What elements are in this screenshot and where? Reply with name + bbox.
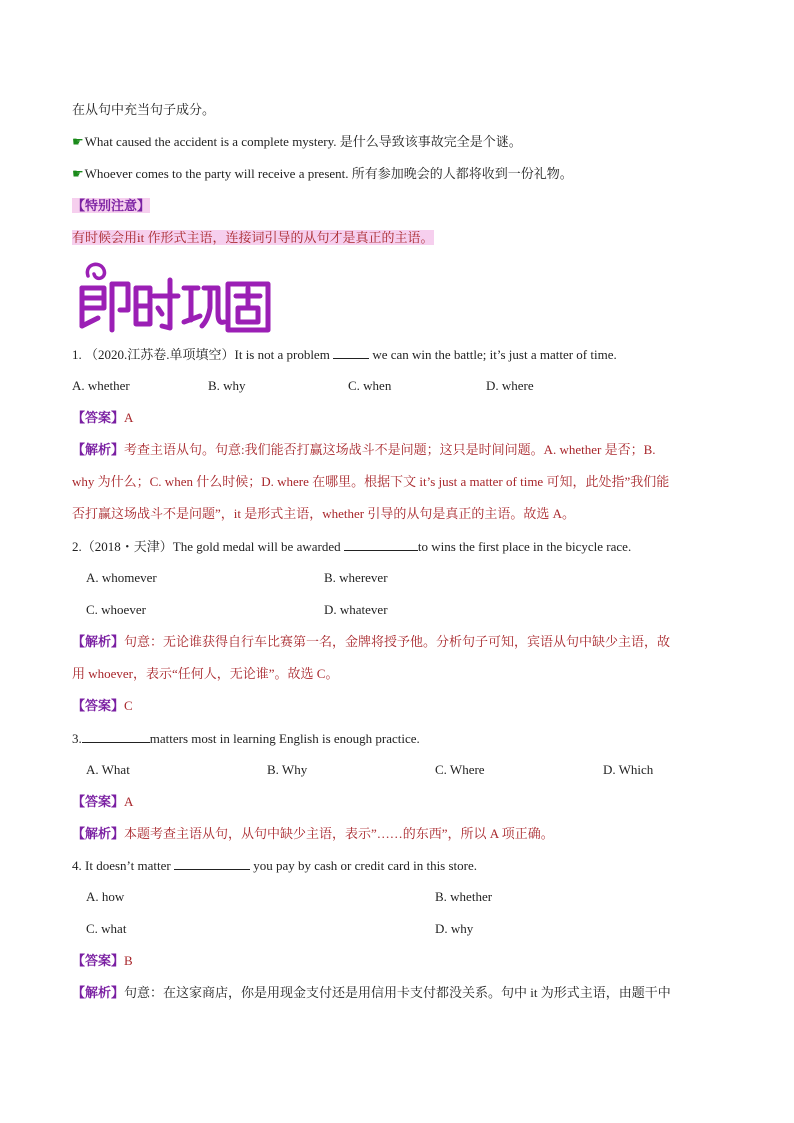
q3-blank: [82, 728, 150, 743]
q3-option-b: B. Why: [267, 762, 308, 777]
q3-answer-value: A: [124, 794, 134, 809]
banner-graphic: [74, 258, 274, 334]
q1-answer: [72, 408, 728, 440]
q3-options: [86, 760, 742, 792]
q2-stem: [72, 536, 728, 568]
q3-answer: [72, 792, 728, 824]
q2-option-b: B. wherever: [324, 570, 388, 585]
q2-option-c: C. whoever: [86, 602, 146, 617]
answer-tag: 【答案】: [72, 794, 125, 809]
note-part-b: 作形式主语，连接词引导的从句才是真正的主语。: [144, 230, 434, 245]
q4-explain-1: [72, 983, 728, 1015]
q4-answer-value: B: [124, 953, 133, 968]
note-heading: [72, 196, 728, 228]
example-1: [72, 132, 728, 164]
explain-tag: 【解析】: [72, 634, 125, 649]
section-banner: [74, 258, 274, 334]
q3-stem-a: 3.: [72, 731, 82, 746]
q3-option-d: D. Which: [603, 762, 654, 777]
answer-tag: 【答案】: [72, 698, 125, 713]
q4-option-d: D. why: [435, 921, 474, 936]
intro-text: 在从句中充当句子成分。: [72, 102, 216, 117]
q1-explain-3: [72, 504, 728, 536]
intro-line: [72, 100, 728, 132]
q4-stem-b: you pay by cash or credit card in this store.: [253, 858, 478, 873]
q1-answer-value: A: [124, 410, 134, 425]
q4-option-a: A. how: [86, 889, 125, 904]
q1-options: [72, 376, 728, 408]
q3-stem: [72, 728, 728, 760]
answer-tag: 【答案】: [72, 953, 125, 968]
note-it: it: [137, 230, 145, 245]
q2-blank: [344, 536, 418, 551]
explain-tag: 【解析】: [72, 442, 125, 457]
example-2: [72, 164, 728, 196]
example-2-en: Whoever comes to the party will receive a present.: [84, 166, 349, 181]
note-part-a: 有时候会用: [72, 230, 138, 245]
q4-options-row1: [86, 887, 742, 919]
q2-option-a: A. whomever: [86, 570, 157, 585]
q2-explain-text-1: 句意：无论谁获得自行车比赛第一名，金牌将授予他。分析句子可知，宾语从句中缺少主语，故: [124, 634, 671, 649]
q1-stem-a: 1. （2020.江苏卷.单项填空）It is not a problem: [72, 347, 330, 362]
q3-stem-b: matters most in learning English is enough practice.: [149, 731, 420, 746]
q3-explain-1: [72, 824, 728, 856]
q1-explain-text-1: 考查主语从句。句意:我们能否打赢这场战斗不是问题；这只是时间问题。A. whether 是否；B.: [124, 442, 656, 457]
pointing-hand-icon: ☛: [72, 134, 84, 149]
q2-stem-b: to wins the first place in the bicycle race.: [417, 539, 632, 554]
q1-option-b: B. why: [208, 378, 246, 393]
q2-options-row2: [86, 600, 742, 632]
q2-options-row1: [86, 568, 742, 600]
q3-explain-text-1: 本题考查主语从句，从句中缺少主语，表示”……的东西”，所以 A 项正确。: [124, 826, 554, 841]
explain-tag: 【解析】: [72, 826, 125, 841]
q2-answer: [72, 696, 728, 728]
q3-option-a: A. What: [86, 762, 130, 777]
answer-tag: 【答案】: [72, 410, 125, 425]
q2-answer-value: C: [124, 698, 133, 713]
q2-stem-a: 2.（2018・天津）The gold medal will be awarded: [72, 539, 341, 554]
q1-explain-1: [72, 440, 728, 472]
q4-blank: [174, 855, 250, 870]
pointing-hand-icon: ☛: [72, 166, 84, 181]
q2-option-d: D. whatever: [324, 602, 388, 617]
q1-option-c: C. when: [348, 378, 392, 393]
note-text: [72, 228, 728, 260]
q1-explain-text-2: why 为什么；C. when 什么时候；D. where 在哪里。根据下文 it’s just a matter of time 可知，此处指”我们能: [72, 474, 670, 489]
example-2-zh: 所有参加晚会的人都将收到一份礼物。: [348, 166, 573, 181]
q1-explain-2: [72, 472, 728, 504]
q1-option-a: A. whether: [72, 378, 130, 393]
q1-explain-text-3: 否打赢这场战斗不是问题”，it 是形式主语，whether 引导的从句是真正的主语。故选 A。: [72, 506, 576, 521]
example-1-zh: 是什么导致该事故完全是个谜。: [336, 134, 522, 149]
q2-explain-text-2: 用 whoever，表示“任何人，无论谁”。故选 C。: [72, 666, 339, 681]
q4-stem: [72, 855, 728, 887]
explain-tag: 【解析】: [72, 985, 125, 1000]
q4-option-c: C. what: [86, 921, 127, 936]
q1-stem-b: we can win the battle; it’s just a matter of time.: [372, 347, 617, 362]
q4-stem-a: 4. It doesn’t matter: [72, 858, 171, 873]
q3-option-c: C. Where: [435, 762, 485, 777]
example-1-en: What caused the accident is a complete mystery.: [84, 134, 337, 149]
note-tag: 【特别注意】: [72, 198, 151, 213]
q1-option-d: D. where: [486, 378, 534, 393]
q2-explain-2: [72, 664, 728, 696]
q4-answer: [72, 951, 728, 983]
q4-options-row2: [86, 919, 742, 951]
q1-stem: [72, 344, 728, 376]
q2-explain-1: [72, 632, 728, 664]
q1-blank: [333, 344, 369, 359]
q4-explain-text-1: 句意：在这家商店，你是用现金支付还是用信用卡支付都没关系。句中 it 为形式主语，由题干中: [124, 985, 671, 1000]
q4-option-b: B. whether: [435, 889, 493, 904]
